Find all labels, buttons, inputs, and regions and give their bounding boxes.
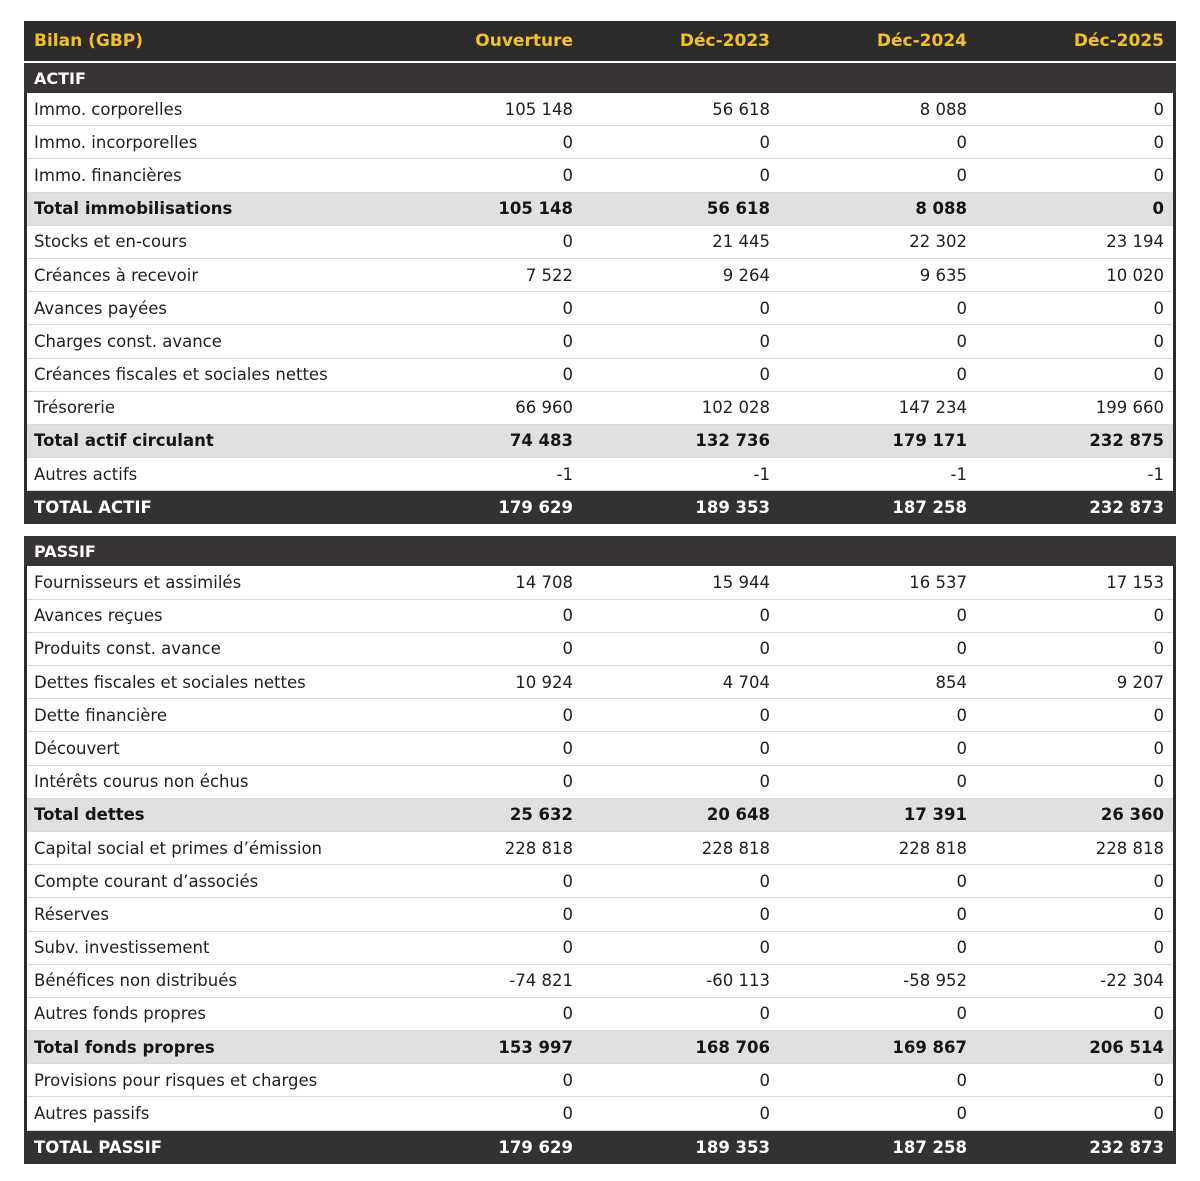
row-value: 20 648 — [706, 805, 770, 825]
row-label: Compte courant d’associés — [34, 871, 259, 891]
row-value: 232 875 — [1089, 431, 1164, 451]
section-band-passif — [24, 536, 1176, 566]
row-value: 0 — [562, 606, 573, 626]
table-row — [27, 392, 1173, 425]
row-label: Intérêts courus non échus — [34, 772, 249, 792]
row-value: 0 — [1153, 365, 1164, 385]
row-value: 0 — [1153, 132, 1164, 152]
row-value: 147 234 — [898, 398, 967, 418]
table-row — [27, 93, 1173, 126]
row-value: -1 — [753, 464, 770, 484]
row-value: 0 — [759, 938, 770, 958]
row-value: 0 — [956, 1104, 967, 1124]
row-value: 0 — [956, 904, 967, 924]
row-label: Immo. financières — [34, 165, 182, 185]
row-value: 0 — [1153, 331, 1164, 351]
row-label: TOTAL PASSIF — [34, 1137, 163, 1157]
row-value: 0 — [1153, 1004, 1164, 1024]
table-row — [27, 965, 1173, 998]
table-row — [27, 325, 1173, 358]
row-value: 228 818 — [1095, 838, 1164, 858]
row-label: Total fonds propres — [34, 1037, 215, 1057]
row-value: 232 873 — [1089, 498, 1164, 518]
table-row — [27, 732, 1173, 765]
row-value: 8 088 — [919, 99, 967, 119]
row-value: 0 — [1153, 738, 1164, 758]
column-header-dec-2024: Déc-2024 — [876, 31, 967, 51]
row-value: 105 148 — [498, 199, 573, 219]
row-value: 187 258 — [892, 498, 967, 518]
column-header-dec-2023: Déc-2023 — [679, 31, 770, 51]
column-header-ouverture: Ouverture — [475, 31, 573, 51]
row-value: 8 088 — [915, 199, 967, 219]
section-band-label: ACTIF — [34, 68, 86, 88]
row-value: 0 — [1153, 871, 1164, 891]
column-header-dec-2025: Déc-2025 — [1073, 31, 1164, 51]
row-value: 0 — [562, 298, 573, 318]
row-value: 0 — [562, 365, 573, 385]
row-value: 0 — [759, 639, 770, 659]
row-value: -58 952 — [903, 971, 967, 991]
row-value: 23 194 — [1106, 232, 1164, 252]
row-value: 17 153 — [1106, 573, 1164, 593]
table-header-row — [24, 21, 1176, 63]
row-value: -1 — [1147, 464, 1164, 484]
total-row — [24, 1131, 1176, 1164]
row-value: 0 — [562, 871, 573, 891]
row-value: 0 — [759, 738, 770, 758]
row-value: 0 — [562, 1004, 573, 1024]
row-label: Avances reçues — [34, 606, 163, 626]
row-value: 232 873 — [1089, 1137, 1164, 1157]
row-value: 0 — [759, 1104, 770, 1124]
row-label: Subv. investissement — [34, 938, 210, 958]
balance-sheet-table-passif — [24, 536, 1176, 1163]
row-label: Dette financière — [34, 705, 167, 725]
section-band-actif — [24, 63, 1176, 93]
row-value: 179 629 — [498, 1137, 573, 1157]
row-value: 206 514 — [1089, 1037, 1164, 1057]
row-label: Total immobilisations — [34, 199, 233, 219]
row-value: 228 818 — [504, 838, 573, 858]
row-value: 0 — [1153, 639, 1164, 659]
subtotal-row — [27, 425, 1173, 458]
row-label: Charges const. avance — [34, 331, 222, 351]
row-value: 0 — [562, 639, 573, 659]
row-value: 0 — [1153, 99, 1164, 119]
table-row — [27, 259, 1173, 292]
row-value: 0 — [1152, 199, 1164, 219]
table-row — [27, 832, 1173, 865]
table-row — [27, 292, 1173, 325]
row-value: 0 — [759, 365, 770, 385]
row-value: -1 — [950, 464, 967, 484]
subtotal-row — [27, 1031, 1173, 1064]
row-value: 0 — [1153, 1104, 1164, 1124]
row-value: 0 — [956, 772, 967, 792]
row-value: 22 302 — [909, 232, 967, 252]
row-value: 26 360 — [1100, 805, 1164, 825]
row-value: 0 — [1153, 1070, 1164, 1090]
row-value: 7 522 — [525, 265, 573, 285]
row-label: Créances fiscales et sociales nettes — [34, 365, 328, 385]
table-row — [27, 359, 1173, 392]
row-value: 9 207 — [1116, 672, 1164, 692]
row-value: -60 113 — [706, 971, 770, 991]
row-value: 0 — [562, 165, 573, 185]
row-value: 187 258 — [892, 1137, 967, 1157]
row-label: Dettes fiscales et sociales nettes — [34, 672, 306, 692]
row-value: 228 818 — [898, 838, 967, 858]
row-label: Produits const. avance — [34, 639, 221, 659]
row-value: 0 — [956, 871, 967, 891]
row-value: 0 — [759, 1070, 770, 1090]
row-value: 0 — [562, 1104, 573, 1124]
row-value: 228 818 — [701, 838, 770, 858]
row-value: 66 960 — [515, 398, 573, 418]
row-value: 0 — [562, 938, 573, 958]
table-row — [27, 226, 1173, 259]
row-label: TOTAL ACTIF — [34, 498, 152, 518]
row-value: 0 — [562, 738, 573, 758]
row-value: 0 — [562, 705, 573, 725]
row-value: 16 537 — [909, 573, 967, 593]
row-value: 189 353 — [695, 498, 770, 518]
row-value: 0 — [562, 1070, 573, 1090]
row-value: 0 — [759, 606, 770, 626]
row-label: Fournisseurs et assimilés — [34, 573, 242, 593]
table-row — [27, 458, 1173, 491]
row-value: 14 708 — [515, 573, 573, 593]
table-row — [27, 633, 1173, 666]
row-label: Réserves — [34, 904, 109, 924]
row-value: 0 — [759, 331, 770, 351]
row-value: 0 — [1153, 165, 1164, 185]
row-value: 0 — [562, 331, 573, 351]
row-value: 854 — [935, 672, 967, 692]
row-value: 0 — [956, 1004, 967, 1024]
row-value: 9 264 — [722, 265, 770, 285]
row-value: 0 — [956, 738, 967, 758]
row-value: 4 704 — [722, 672, 770, 692]
row-value: 9 635 — [919, 265, 967, 285]
row-value: 0 — [759, 904, 770, 924]
row-value: 10 924 — [515, 672, 573, 692]
table-row — [27, 932, 1173, 965]
table-row — [27, 699, 1173, 732]
row-value: 0 — [956, 705, 967, 725]
row-value: 0 — [1153, 705, 1164, 725]
row-label: Créances à recevoir — [34, 265, 199, 285]
row-value: 0 — [562, 232, 573, 252]
row-value: 0 — [956, 365, 967, 385]
row-label: Autres passifs — [34, 1104, 150, 1124]
row-label: Immo. incorporelles — [34, 132, 198, 152]
row-value: 0 — [759, 132, 770, 152]
row-value: 56 618 — [712, 99, 770, 119]
table-title: Bilan (GBP) — [34, 31, 144, 51]
row-value: 189 353 — [695, 1137, 770, 1157]
row-value: 0 — [759, 871, 770, 891]
row-value: 0 — [1153, 938, 1164, 958]
row-value: 105 148 — [504, 99, 573, 119]
row-value: 179 629 — [498, 498, 573, 518]
row-value: 0 — [759, 1004, 770, 1024]
row-value: 168 706 — [695, 1037, 770, 1057]
total-row — [24, 491, 1176, 524]
row-value: 0 — [1153, 298, 1164, 318]
row-value: 17 391 — [903, 805, 967, 825]
table-row — [27, 898, 1173, 931]
balance-sheet-table-actif — [24, 21, 1176, 524]
row-label: Capital social et primes d’émission — [34, 838, 323, 858]
row-label: Autres actifs — [34, 464, 138, 484]
row-label: Stocks et en-cours — [34, 232, 187, 252]
row-value: 0 — [956, 938, 967, 958]
row-value: 132 736 — [695, 431, 770, 451]
row-value: 0 — [956, 132, 967, 152]
row-value: 0 — [759, 298, 770, 318]
row-value: 0 — [562, 772, 573, 792]
row-value: 74 483 — [509, 431, 573, 451]
row-value: 0 — [956, 606, 967, 626]
subtotal-row — [27, 799, 1173, 832]
row-value: 0 — [1153, 904, 1164, 924]
row-value: 0 — [759, 772, 770, 792]
row-value: 0 — [759, 165, 770, 185]
row-value: 21 445 — [712, 232, 770, 252]
row-label: Total actif circulant — [34, 431, 214, 451]
section-gap — [24, 524, 1176, 536]
row-value: 0 — [1153, 772, 1164, 792]
row-value: -1 — [556, 464, 573, 484]
row-value: 153 997 — [498, 1037, 573, 1057]
row-label: Provisions pour risques et charges — [34, 1070, 318, 1090]
row-value: 0 — [1153, 606, 1164, 626]
row-label: Immo. corporelles — [34, 99, 183, 119]
row-value: 15 944 — [712, 573, 770, 593]
row-label: Découvert — [34, 738, 120, 758]
row-value: 25 632 — [509, 805, 573, 825]
row-value: -74 821 — [509, 971, 573, 991]
section-band-label: PASSIF — [34, 541, 96, 561]
row-label: Bénéfices non distribués — [34, 971, 237, 991]
row-value: -22 304 — [1100, 971, 1164, 991]
row-value: 179 171 — [892, 431, 967, 451]
row-value: 0 — [759, 705, 770, 725]
row-value: 0 — [956, 331, 967, 351]
table-row — [27, 666, 1173, 699]
row-value: 10 020 — [1106, 265, 1164, 285]
table-row — [27, 566, 1173, 599]
row-value: 199 660 — [1095, 398, 1164, 418]
row-label: Avances payées — [34, 298, 167, 318]
row-value: 102 028 — [701, 398, 770, 418]
row-value: 0 — [562, 904, 573, 924]
row-value: 56 618 — [706, 199, 770, 219]
row-label: Trésorerie — [34, 398, 116, 418]
table-row — [27, 600, 1173, 633]
table-row — [27, 126, 1173, 159]
row-value: 0 — [956, 165, 967, 185]
section-actif — [27, 63, 1173, 524]
row-value: 0 — [956, 1070, 967, 1090]
row-label: Autres fonds propres — [34, 1004, 206, 1024]
row-value: 169 867 — [892, 1037, 967, 1057]
row-value: 0 — [956, 639, 967, 659]
subtotal-row — [27, 193, 1173, 226]
section-passif — [27, 536, 1173, 1163]
table-row — [27, 1064, 1173, 1097]
table-row — [27, 159, 1173, 192]
row-value: 0 — [956, 298, 967, 318]
row-label: Total dettes — [34, 805, 145, 825]
table-row — [27, 865, 1173, 898]
row-value: 0 — [562, 132, 573, 152]
table-row — [27, 998, 1173, 1031]
table-row — [27, 766, 1173, 799]
table-row — [27, 1097, 1173, 1130]
